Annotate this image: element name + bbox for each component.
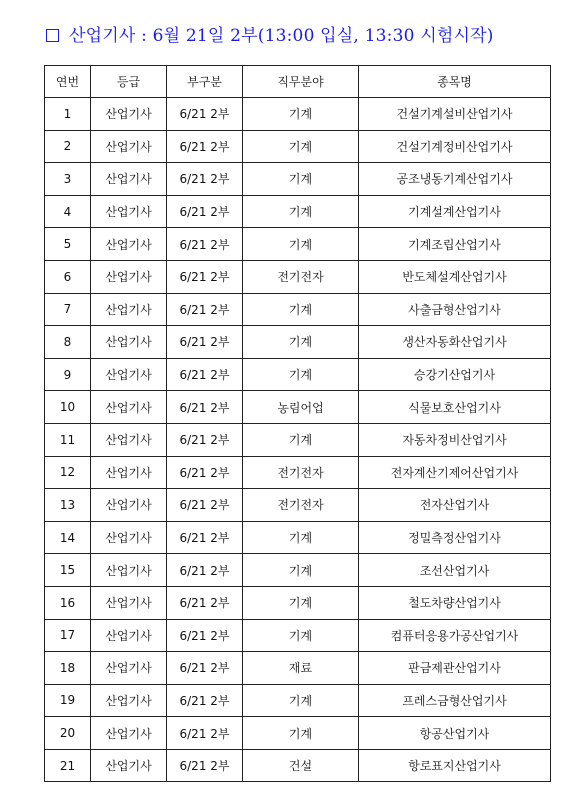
table-row (45, 456, 551, 489)
cell-subject: 식물보호산업기사 (359, 391, 551, 424)
cell-serial: 19 (45, 684, 91, 717)
table-header-row (45, 66, 551, 98)
exam-schedule-table (44, 65, 551, 782)
cell-field: 기계 (243, 586, 359, 619)
cell-serial: 20 (45, 717, 91, 750)
cell-grade: 산업기사 (91, 260, 167, 293)
cell-grade: 산업기사 (91, 521, 167, 554)
cell-serial: 16 (45, 586, 91, 619)
header-session: 부구분 (167, 66, 243, 98)
table-row (45, 423, 551, 456)
cell-serial: 8 (45, 326, 91, 359)
cell-grade: 산업기사 (91, 423, 167, 456)
table-row (45, 130, 551, 163)
cell-grade: 산업기사 (91, 293, 167, 326)
cell-serial: 11 (45, 423, 91, 456)
table-row (45, 195, 551, 228)
cell-subject: 판금제관산업기사 (359, 652, 551, 685)
cell-field: 전기전자 (243, 456, 359, 489)
cell-grade: 산업기사 (91, 554, 167, 587)
cell-grade: 산업기사 (91, 98, 167, 131)
cell-field: 기계 (243, 326, 359, 359)
cell-grade: 산업기사 (91, 489, 167, 522)
cell-session: 6/21 2부 (167, 749, 243, 782)
cell-subject: 프레스금형산업기사 (359, 684, 551, 717)
cell-serial: 14 (45, 521, 91, 554)
table-row (45, 684, 551, 717)
cell-serial: 2 (45, 130, 91, 163)
cell-grade: 산업기사 (91, 652, 167, 685)
cell-grade: 산업기사 (91, 130, 167, 163)
cell-serial: 15 (45, 554, 91, 587)
cell-grade: 산업기사 (91, 749, 167, 782)
cell-field: 기계 (243, 619, 359, 652)
cell-field: 전기전자 (243, 260, 359, 293)
cell-serial: 13 (45, 489, 91, 522)
cell-grade: 산업기사 (91, 195, 167, 228)
cell-serial: 21 (45, 749, 91, 782)
cell-session: 6/21 2부 (167, 260, 243, 293)
cell-session: 6/21 2부 (167, 489, 243, 522)
header-grade: 등급 (91, 66, 167, 98)
cell-grade: 산업기사 (91, 391, 167, 424)
cell-field: 기계 (243, 358, 359, 391)
cell-subject: 생산자동화산업기사 (359, 326, 551, 359)
cell-serial: 7 (45, 293, 91, 326)
cell-grade: 산업기사 (91, 456, 167, 489)
cell-subject: 전자산업기사 (359, 489, 551, 522)
cell-session: 6/21 2부 (167, 130, 243, 163)
cell-subject: 자동차정비산업기사 (359, 423, 551, 456)
cell-subject: 기계조립산업기사 (359, 228, 551, 261)
header-subject: 종목명 (359, 66, 551, 98)
cell-field: 재료 (243, 652, 359, 685)
section-heading-text: 산업기사 : 6월 21일 2부(13:00 입실, 13:30 시험시작) (69, 26, 494, 46)
cell-session: 6/21 2부 (167, 586, 243, 619)
cell-session: 6/21 2부 (167, 554, 243, 587)
cell-serial: 4 (45, 195, 91, 228)
cell-serial: 12 (45, 456, 91, 489)
cell-session: 6/21 2부 (167, 293, 243, 326)
cell-subject: 건설기계설비산업기사 (359, 98, 551, 131)
cell-session: 6/21 2부 (167, 358, 243, 391)
cell-subject: 조선산업기사 (359, 554, 551, 587)
cell-field: 농림어업 (243, 391, 359, 424)
header-serial: 연번 (45, 66, 91, 98)
cell-session: 6/21 2부 (167, 326, 243, 359)
cell-field: 기계 (243, 195, 359, 228)
cell-subject: 사출금형산업기사 (359, 293, 551, 326)
table-row (45, 98, 551, 131)
table-row (45, 489, 551, 522)
cell-session: 6/21 2부 (167, 684, 243, 717)
cell-serial: 18 (45, 652, 91, 685)
cell-subject: 건설기계정비산업기사 (359, 130, 551, 163)
table-row (45, 521, 551, 554)
cell-grade: 산업기사 (91, 326, 167, 359)
table-row (45, 293, 551, 326)
cell-serial: 17 (45, 619, 91, 652)
cell-session: 6/21 2부 (167, 163, 243, 196)
cell-subject: 반도체설계산업기사 (359, 260, 551, 293)
table-body (45, 98, 551, 782)
cell-grade: 산업기사 (91, 684, 167, 717)
cell-grade: 산업기사 (91, 586, 167, 619)
cell-session: 6/21 2부 (167, 195, 243, 228)
cell-subject: 전자계산기제어산업기사 (359, 456, 551, 489)
table-row (45, 749, 551, 782)
cell-session: 6/21 2부 (167, 652, 243, 685)
cell-session: 6/21 2부 (167, 521, 243, 554)
cell-subject: 승강기산업기사 (359, 358, 551, 391)
cell-field: 기계 (243, 228, 359, 261)
table-row (45, 619, 551, 652)
cell-grade: 산업기사 (91, 717, 167, 750)
cell-subject: 기계설계산업기사 (359, 195, 551, 228)
table-row (45, 717, 551, 750)
cell-field: 기계 (243, 163, 359, 196)
cell-session: 6/21 2부 (167, 98, 243, 131)
header-field: 직무분야 (243, 66, 359, 98)
cell-field: 기계 (243, 717, 359, 750)
cell-field: 기계 (243, 130, 359, 163)
section-heading (46, 21, 494, 46)
cell-grade: 산업기사 (91, 163, 167, 196)
cell-grade: 산업기사 (91, 358, 167, 391)
table-row (45, 163, 551, 196)
cell-field: 기계 (243, 423, 359, 456)
cell-serial: 10 (45, 391, 91, 424)
cell-serial: 6 (45, 260, 91, 293)
cell-subject: 정밀측정산업기사 (359, 521, 551, 554)
table-row (45, 260, 551, 293)
table-row (45, 228, 551, 261)
checkbox-square-icon (46, 29, 59, 42)
cell-subject: 철도차량산업기사 (359, 586, 551, 619)
cell-session: 6/21 2부 (167, 456, 243, 489)
cell-session: 6/21 2부 (167, 228, 243, 261)
cell-subject: 항공산업기사 (359, 717, 551, 750)
cell-grade: 산업기사 (91, 619, 167, 652)
cell-session: 6/21 2부 (167, 391, 243, 424)
cell-field: 건설 (243, 749, 359, 782)
cell-serial: 9 (45, 358, 91, 391)
cell-field: 기계 (243, 98, 359, 131)
cell-serial: 3 (45, 163, 91, 196)
cell-session: 6/21 2부 (167, 423, 243, 456)
cell-field: 기계 (243, 684, 359, 717)
cell-field: 기계 (243, 521, 359, 554)
cell-field: 기계 (243, 293, 359, 326)
table-row (45, 326, 551, 359)
cell-field: 전기전자 (243, 489, 359, 522)
cell-subject: 항로표지산업기사 (359, 749, 551, 782)
cell-serial: 1 (45, 98, 91, 131)
table-row (45, 554, 551, 587)
cell-subject: 공조냉동기계산업기사 (359, 163, 551, 196)
table-row (45, 391, 551, 424)
cell-session: 6/21 2부 (167, 717, 243, 750)
cell-subject: 컴퓨터응용가공산업기사 (359, 619, 551, 652)
table-row (45, 586, 551, 619)
cell-session: 6/21 2부 (167, 619, 243, 652)
table-row (45, 652, 551, 685)
cell-grade: 산업기사 (91, 228, 167, 261)
cell-serial: 5 (45, 228, 91, 261)
table-row (45, 358, 551, 391)
cell-field: 기계 (243, 554, 359, 587)
